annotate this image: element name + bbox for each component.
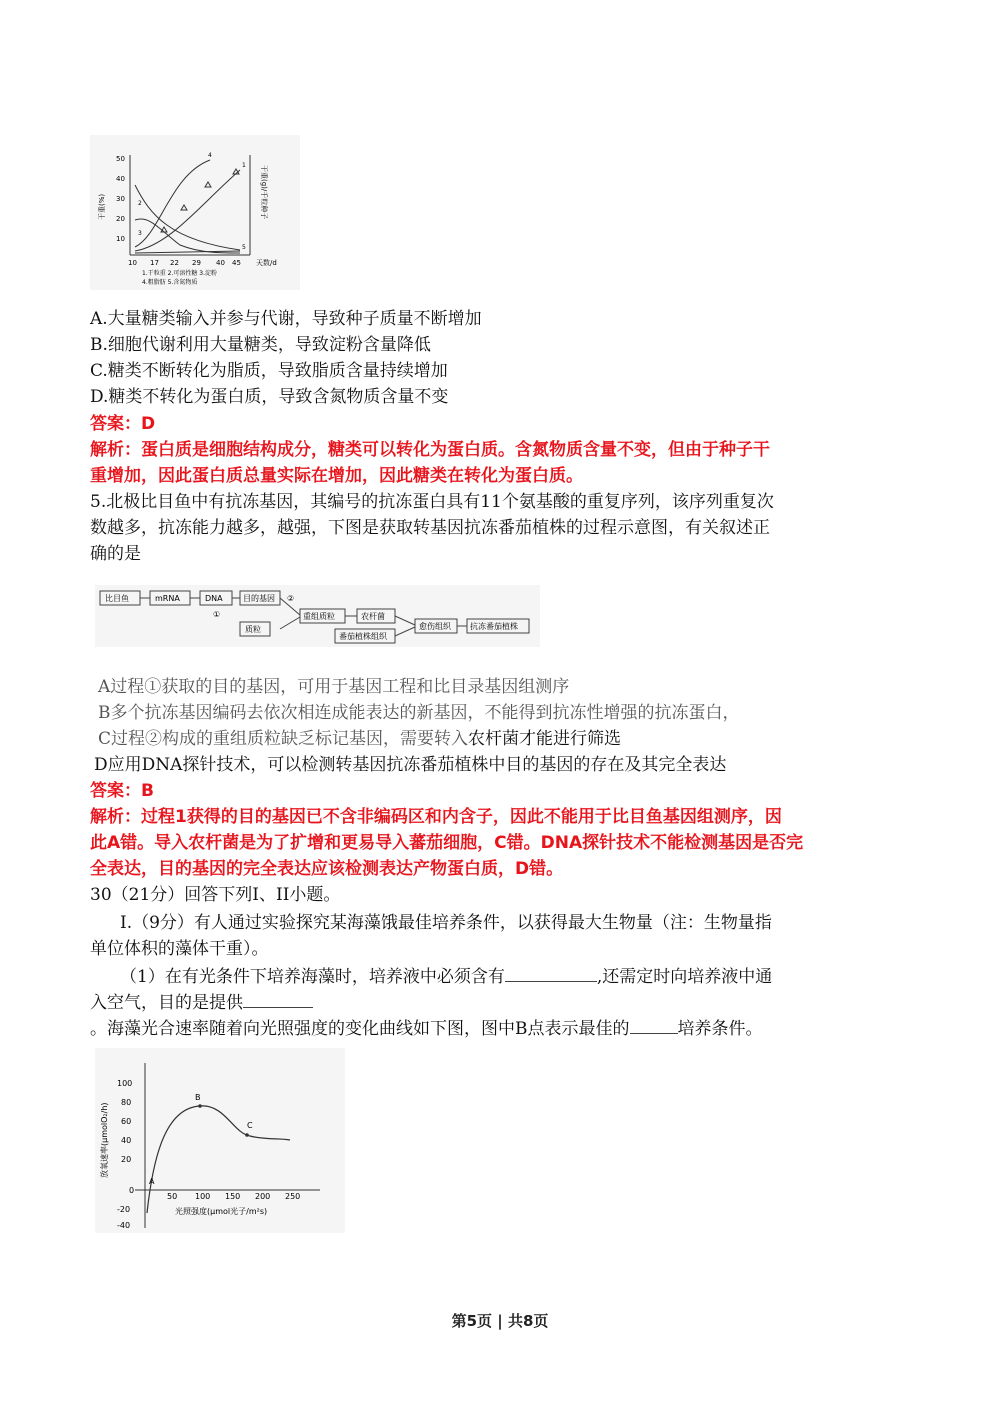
- q4-answer: 答案：D: [90, 414, 156, 434]
- y-axis-label: 放氧速率(μmolO₂/h): [100, 1102, 109, 1178]
- q30-paragraph-line: 单位体积的藻体干重）。: [90, 939, 269, 959]
- page-number: 第5页: [451, 1312, 493, 1330]
- y-tick: 20: [121, 1155, 132, 1164]
- y-right-label: 干重(g)/千粒种子: [260, 165, 268, 220]
- flow-node-label: 比目鱼: [105, 594, 129, 603]
- y-left-label: 干重(%): [98, 193, 106, 220]
- q5-stem-line: 确的是: [90, 544, 141, 564]
- point-label-a: A: [149, 1177, 155, 1186]
- answer-blank-3: [630, 1015, 678, 1034]
- x-axis-label: 光照强度(μmol光子/m²s): [175, 1207, 268, 1216]
- flow-arrow: [395, 616, 415, 625]
- legend-line: 4.粗脂肪 5.含氮物质: [142, 279, 198, 286]
- q4-option-c: C.糖类不断转化为脂质，导致脂质含量持续增加: [90, 361, 448, 381]
- q5-analysis-line: 全表达，目的基因的完全表达应该检测表达产物蛋白质，D错。: [90, 859, 564, 879]
- flow-node-label: 愈伤组织: [419, 622, 451, 631]
- curve-label: 1: [242, 162, 246, 169]
- x-tick: 29: [192, 259, 201, 267]
- curve-label: 4: [208, 152, 212, 159]
- q5-analysis-line: 解析：过程1获得的目的基因已不含非编码区和内含子，因此不能用于比目鱼基因组测序，因: [90, 807, 782, 827]
- point-c: [245, 1133, 249, 1137]
- y-tick: 100: [117, 1079, 133, 1088]
- q30-question-1-cont: [90, 989, 313, 1016]
- flow-node-label: DNA: [205, 594, 223, 603]
- x-tick: 50: [167, 1192, 178, 1201]
- q4-option-d: D.糖类不转化为蛋白质，导致含氮物质含量不变: [90, 387, 449, 407]
- y-tick: 50: [116, 155, 125, 163]
- y-tick: 0: [129, 1186, 135, 1195]
- q4-analysis-line: 重增加，因此蛋白质总量实际在增加，因此糖类在转化为蛋白质。: [90, 466, 583, 486]
- q5-option-c-part1: C过程②构成的重组质粒缺乏标记基因，需要转入: [98, 729, 469, 749]
- q30-question-1: [120, 963, 772, 990]
- y-tick: 40: [121, 1136, 132, 1145]
- q5-option-c-part2: 农杆菌才能进行筛选: [468, 729, 622, 749]
- y-tick: 10: [116, 235, 125, 243]
- page-separator: |: [497, 1312, 503, 1330]
- x-tick: 200: [255, 1192, 271, 1201]
- seed-composition-svg: [90, 135, 300, 290]
- x-tick: 250: [285, 1192, 301, 1201]
- marker: [205, 182, 211, 187]
- q5-stem-line: 5.北极比目鱼中有抗冻基因，其编号的抗冻蛋白具有11个氨基酸的重复序列，该序列重复次: [90, 492, 774, 512]
- flow-node-label: 农杆菌: [361, 612, 385, 621]
- flow-arrow: [280, 617, 300, 629]
- flow-arrow: [395, 627, 415, 636]
- photosynthesis-svg: [95, 1048, 345, 1233]
- flow-node-label: 重组质粒: [303, 612, 335, 621]
- y-tick: -20: [117, 1205, 131, 1214]
- flow-node-label: 质粒: [245, 625, 261, 634]
- curve-label: 3: [138, 230, 142, 237]
- transgenic-flowchart: [95, 585, 540, 647]
- x-tick: 150: [225, 1192, 241, 1201]
- curve-soluble-sugar: [135, 185, 240, 250]
- y-tick: -40: [117, 1221, 131, 1230]
- x-tick: 100: [195, 1192, 211, 1201]
- point-b: [198, 1104, 202, 1108]
- x-unit: 天数/d: [256, 259, 277, 267]
- curve-label: 2: [138, 200, 142, 207]
- page-total: 共8页: [507, 1312, 549, 1330]
- q5-option-d: D应用DNA探针技术，可以检测转基因抗冻番茄植株中目的基因的存在及其完全表达: [94, 755, 727, 775]
- curve-label: 5: [242, 244, 246, 251]
- y-tick: 30: [116, 195, 125, 203]
- page-footer: [0, 1310, 1000, 1331]
- flow-step-label: ①: [213, 610, 221, 619]
- q4-option-b: B.细胞代谢利用大量糖类，导致淀粉含量降低: [90, 335, 431, 355]
- y-tick: 20: [116, 215, 125, 223]
- y-tick: 40: [116, 175, 125, 183]
- q30-q1-text-b: ,还需定时向培养液中通: [596, 967, 773, 987]
- x-tick: 22: [170, 259, 179, 267]
- q30-q1-text-d: 。海藻光合速率随着向光照强度的变化曲线如下图，图中B点表示最佳的: [90, 1019, 630, 1039]
- marker: [181, 205, 187, 210]
- point-label-b: B: [195, 1093, 201, 1102]
- flow-node-label: 抗冻番茄植株: [470, 622, 518, 631]
- y-tick: 80: [121, 1098, 132, 1107]
- seed-composition-figure: [90, 135, 300, 290]
- flow-node-label: 番茄植株组织: [339, 632, 387, 641]
- x-tick: 17: [150, 259, 159, 267]
- q5-answer: 答案：B: [90, 781, 154, 801]
- legend-line: 1.干粒重 2.可溶性糖 3.淀粉: [142, 270, 217, 277]
- y-tick: 60: [121, 1117, 132, 1126]
- flow-node-label: mRNA: [155, 594, 180, 603]
- flowchart-svg: [95, 585, 540, 647]
- q30-header: 30（21分）回答下列I、II小题。: [90, 885, 341, 905]
- q30-question-1-tail: [90, 1015, 763, 1042]
- q30-paragraph-line: I.（9分）有人通过实验探究某海藻饿最佳培养条件，以获得最大生物量（注：生物量指: [120, 913, 772, 933]
- q30-q1-text-e: 培养条件。: [677, 1019, 763, 1039]
- flow-step-label: ②: [287, 594, 295, 603]
- x-tick: 45: [232, 259, 241, 267]
- q30-q1-text-a: （1）在有光条件下培养海藻时，培养液中必须含有: [120, 967, 505, 987]
- answer-blank-1: [505, 963, 597, 982]
- photosynthesis-figure: [95, 1048, 345, 1233]
- q30-q1-text-c: 入空气，目的是提供: [90, 993, 243, 1013]
- q5-option-a: A过程①获取的目的基因，可用于基因工程和比目录基因组测序: [98, 677, 570, 697]
- flow-node-label: 目的基因: [243, 594, 275, 603]
- answer-blank-2: [243, 989, 313, 1008]
- q5-stem-line: 数越多，抗冻能力越多，越强，下图是获取转基因抗冻番茄植株的过程示意图，有关叙述正: [90, 518, 770, 538]
- q4-analysis-line: 解析：蛋白质是细胞结构成分，糖类可以转化为蛋白质。含氮物质含量不变，但由于种子干: [90, 440, 770, 460]
- x-tick: 40: [216, 259, 225, 267]
- q4-option-a: A.大量糖类输入并参与代谢，导致种子质量不断增加: [90, 309, 482, 329]
- point-label-c: C: [247, 1121, 253, 1130]
- q5-option-c: [98, 726, 621, 752]
- x-tick: 10: [128, 259, 137, 267]
- q5-option-b: B多个抗冻基因编码去依次相连成能表达的新基因，不能得到抗冻性增强的抗冻蛋白，: [98, 703, 740, 723]
- q5-analysis-line: 此A错。导入农杆菌是为了扩增和更易导入蕃茄细胞，C错。DNA探针技术不能检测基因是否完: [90, 833, 804, 853]
